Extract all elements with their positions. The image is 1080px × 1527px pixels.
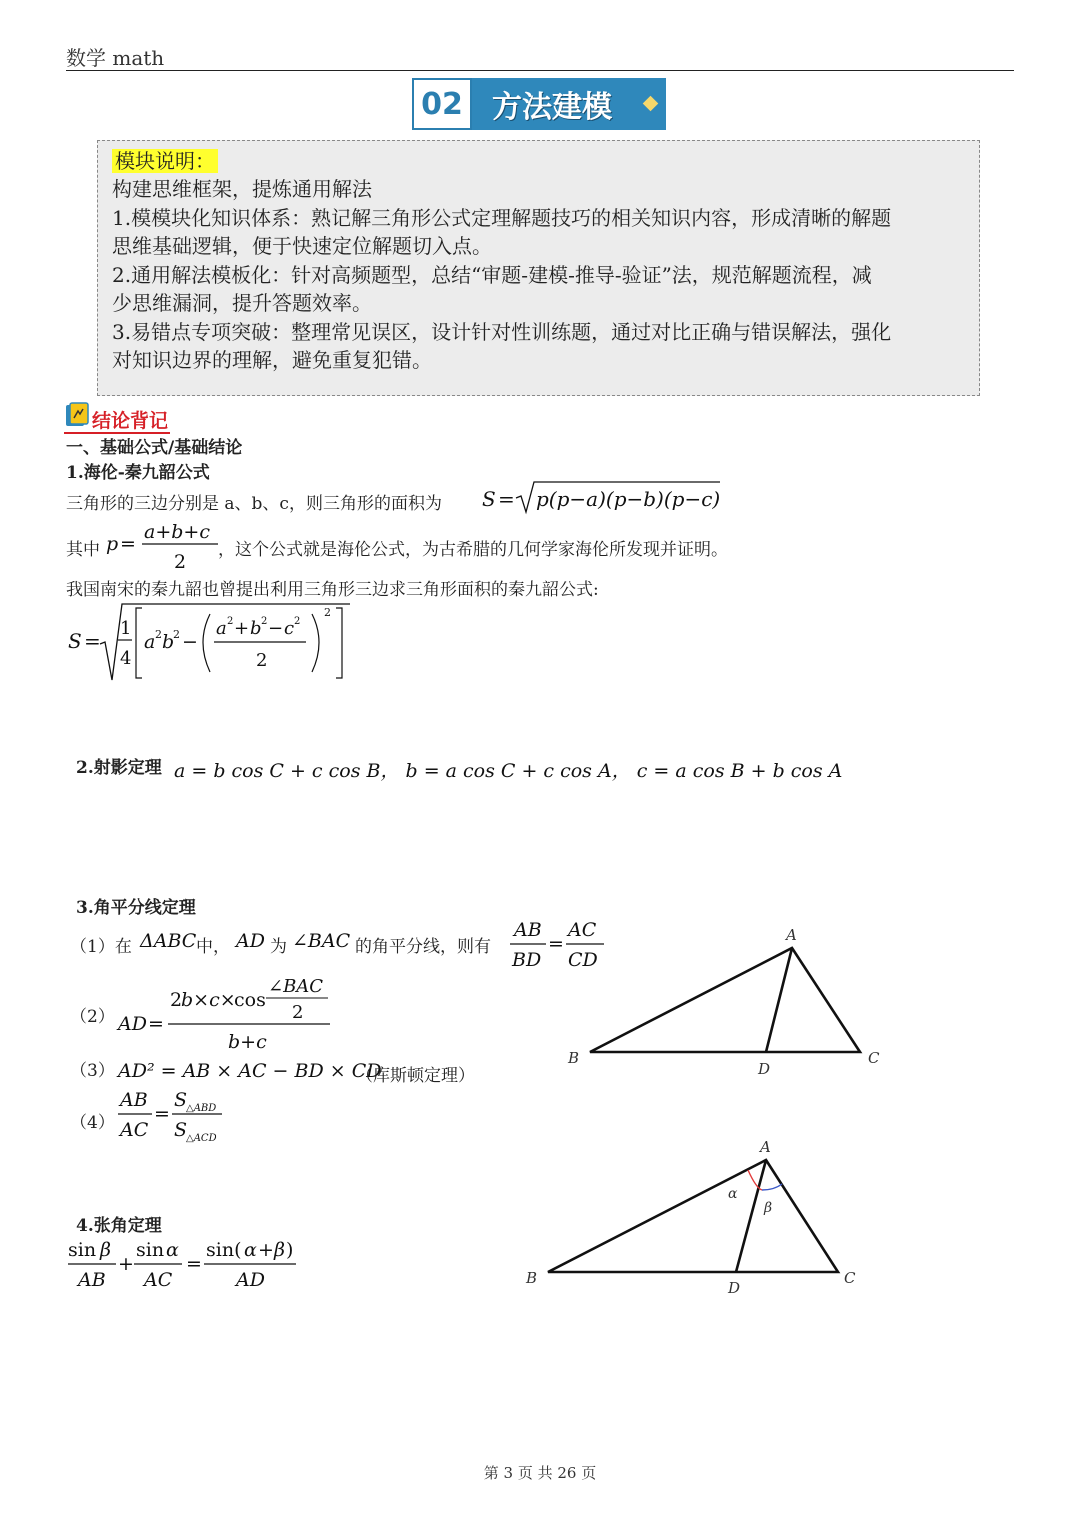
fig1-label-b: B: [568, 1049, 580, 1067]
module-line: 3.易错点专项突破：整理常见误区，设计针对性训练题，通过对比正确与错误解法，强化: [112, 320, 892, 344]
svg-text:a: a: [216, 618, 227, 639]
svg-text:−: −: [182, 631, 198, 653]
svg-text:S: S: [174, 1119, 188, 1141]
heron-line2-prefix: 其中: [66, 540, 100, 560]
svg-text:2: 2: [294, 616, 301, 627]
badge-title-text: 方法建模: [492, 90, 612, 125]
bisector-p1-label: （1）在: [70, 937, 132, 957]
module-line: 2.通用解法模板化：针对高频题型，总结“审题-建模-推导-验证”法，规范解题流程，减: [112, 263, 872, 287]
heading-basic-formulas: 一、基础公式/基础结论: [66, 438, 243, 458]
svg-text:△ACD: △ACD: [186, 1133, 217, 1144]
figure-angle-bisector: [560, 920, 900, 1080]
svg-text:b×c×: b×c×: [181, 989, 236, 1011]
svg-text:sin: sin: [68, 1239, 97, 1261]
svg-text:α: α: [244, 1239, 257, 1261]
svg-text:2: 2: [324, 606, 331, 619]
svg-text:c: c: [284, 618, 295, 639]
svg-text:=: =: [186, 1253, 202, 1275]
svg-text:AD: AD: [236, 1269, 265, 1290]
svg-text:a: a: [144, 631, 156, 653]
triangle-abc: ΔABC: [140, 930, 197, 952]
heron-line2-suffix: ，这个公式就是海伦公式，为古希腊的几何学家海伦所发现并证明。: [218, 540, 728, 560]
svg-text:b: b: [250, 618, 262, 639]
svg-text:2: 2: [227, 616, 234, 627]
heron-formula: [480, 478, 730, 518]
svg-text:AC: AC: [144, 1269, 173, 1290]
svg-text:AC: AC: [568, 919, 597, 941]
svg-text:∠BAC: ∠BAC: [268, 976, 324, 997]
badge-title: [472, 78, 666, 130]
bisector-p2-label: （2）: [70, 1007, 115, 1027]
svg-text:S: S: [174, 1089, 188, 1111]
svg-text:=: =: [548, 933, 564, 955]
header-subject: 数学 math: [66, 46, 165, 70]
fig2-label-a: A: [760, 1138, 771, 1156]
p-formula: [104, 518, 224, 574]
item1-title: 1.海伦-秦九韶公式: [66, 463, 210, 483]
svg-text:CD: CD: [568, 949, 598, 971]
svg-text:BD: BD: [512, 949, 542, 971]
svg-text:S: S: [68, 629, 82, 653]
svg-text:=: =: [120, 533, 136, 555]
fig1-label-c: C: [868, 1049, 880, 1067]
diamond-icon: [643, 96, 659, 112]
svg-text:4: 4: [120, 648, 132, 669]
svg-text:=: =: [498, 487, 515, 511]
svg-text:): ): [286, 1239, 294, 1261]
svg-text:S: S: [482, 487, 496, 511]
svg-text:−: −: [268, 618, 284, 639]
svg-text:β: β: [100, 1239, 111, 1261]
svg-text:+: +: [118, 1253, 134, 1275]
bisector-p1-mid2: 为: [270, 937, 287, 957]
svg-text:1: 1: [120, 618, 132, 639]
bisector-p1-tail: 的角平分线，则有: [355, 937, 491, 957]
fig2-label-c: C: [844, 1269, 856, 1287]
stewart-formula: AD² = AB × AC − BD × CD: [118, 1060, 382, 1082]
svg-text:=: =: [148, 1013, 164, 1035]
svg-text:b+c: b+c: [228, 1031, 267, 1053]
svg-text:△ABD: △ABD: [186, 1103, 217, 1114]
heron-line3: 我国南宋的秦九韶也曾提出利用三角形三边求三角形面积的秦九韶公式:: [66, 580, 599, 600]
svg-text:p(p−a)(p−b)(p−c): p(p−a)(p−b)(p−c): [536, 487, 721, 511]
bisector-p1-mid: 中，: [196, 937, 230, 957]
item4-title: 4.张角定理: [76, 1216, 162, 1236]
fig1-label-a: A: [786, 926, 797, 944]
module-line: 对知识边界的理解，避免重复犯错。: [112, 348, 432, 372]
module-line: 1.模模块化知识体系：熟记解三角形公式定理解题技巧的相关知识内容，形成清晰的解题: [112, 206, 892, 230]
fig2-label-beta: β: [764, 1200, 773, 1216]
svg-text:AD: AD: [118, 1013, 147, 1035]
svg-text:+: +: [258, 1239, 274, 1261]
svg-text:AB: AB: [120, 1089, 148, 1111]
bisector-p3-note: （库斯顿定理）: [356, 1066, 475, 1086]
svg-text:2: 2: [170, 989, 183, 1011]
angle-bac: ∠BAC: [292, 930, 351, 952]
svg-text:a+b+c: a+b+c: [144, 521, 210, 543]
bisector-length-formula: [116, 972, 336, 1056]
section-title: 结论背记: [92, 410, 169, 432]
heron-line1: 三角形的三边分别是 a、b、c，则三角形的面积为: [66, 494, 442, 514]
area-ratio-formula: [116, 1084, 236, 1146]
svg-text:p: p: [106, 533, 119, 555]
qin-formula: [66, 600, 356, 684]
svg-text:AB: AB: [78, 1269, 106, 1290]
page-number: 第 3 页 共 26 页: [483, 1464, 597, 1482]
segment-ad: AD: [236, 930, 265, 952]
svg-text:sin: sin: [136, 1239, 165, 1261]
svg-text:2: 2: [256, 650, 268, 671]
tension-angle-formula: [66, 1234, 306, 1290]
svg-text:=: =: [154, 1103, 170, 1125]
module-line: 少思维漏洞，提升答题效率。: [112, 291, 372, 315]
item3-title: 3.角平分线定理: [76, 898, 196, 918]
fig1-label-d: D: [758, 1060, 771, 1078]
bisector-p3-label: （3）: [70, 1061, 115, 1081]
svg-text:2: 2: [174, 551, 187, 573]
svg-text:2: 2: [261, 616, 268, 627]
notebook-icon: [64, 402, 90, 428]
fig2-label-b: B: [526, 1269, 538, 1287]
svg-text:2: 2: [155, 628, 162, 641]
projection-formula: a = b cos C + c cos B， b = a cos C + c cos A， c = a cos B + b cos A: [174, 760, 843, 782]
svg-text:α: α: [166, 1239, 179, 1261]
svg-text:=: =: [84, 629, 101, 653]
badge-number: 02: [412, 78, 472, 130]
svg-text:cos: cos: [234, 989, 266, 1011]
svg-text:sin(: sin(: [206, 1239, 242, 1261]
svg-text:AB: AB: [514, 919, 542, 941]
svg-text:β: β: [274, 1239, 285, 1261]
module-line: 构建思维框架，提炼通用解法: [112, 177, 372, 201]
module-label: 模块说明：: [112, 147, 218, 175]
bisector-p4-label: （4）: [70, 1113, 115, 1133]
svg-text:2: 2: [292, 1002, 304, 1023]
svg-text:+: +: [234, 618, 250, 639]
svg-text:AC: AC: [120, 1119, 149, 1141]
figure-tension-angle: [520, 1130, 870, 1300]
fig2-label-d: D: [728, 1279, 741, 1297]
svg-text:b: b: [162, 631, 175, 653]
fig2-label-alpha: α: [728, 1186, 738, 1202]
header-divider: [66, 70, 1014, 71]
item2-title: 2.射影定理: [76, 758, 162, 778]
svg-text:2: 2: [173, 628, 180, 641]
section-badge: [412, 78, 666, 130]
module-line: 思维基础逻辑，便于快速定位解题切入点。: [112, 234, 492, 258]
